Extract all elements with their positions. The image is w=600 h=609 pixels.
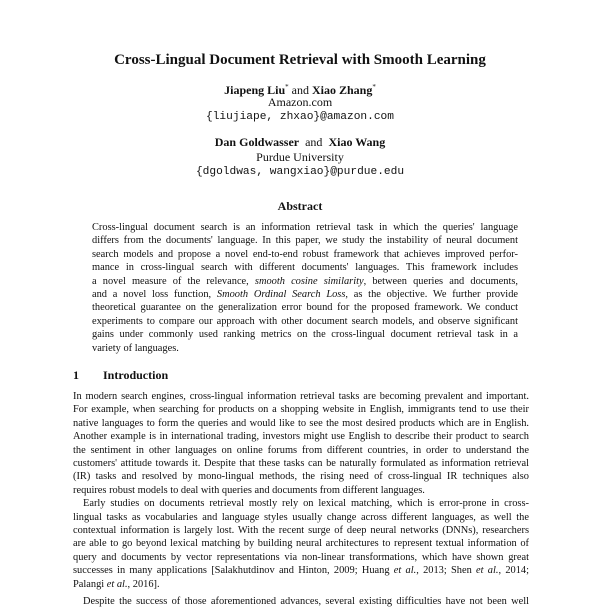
author-name: Xiao Zhang [312, 83, 373, 97]
author-name: Xiao Wang [328, 135, 386, 149]
abstract-line: Cross-lingual document search is an information retrieval task in which the queries' language [92, 222, 518, 233]
abstract-line: mance in cross-lingual search with different documents' languages. This framework includes [92, 262, 518, 274]
paper-title: Cross-Lingual Document Retrieval with Smooth Learning [114, 52, 486, 68]
section-heading [73, 368, 168, 383]
author-email-1: {liujiape, zhxao}@amazon.com [206, 111, 394, 123]
text-line: requires robust models to deal with queries and documents from different languages. [73, 484, 425, 496]
abstract-line: search models and propose a novel end-to-end robust framework that achieves improved perfor- [92, 248, 518, 260]
text-line: successes in many applications [Salakhutdinov and Hinton, 2009; Huang et al., 2013; Shen et al., 2014; [73, 565, 530, 577]
author-affiliation-1: Amazon.com [267, 95, 333, 109]
text-line: customers' attitude towards it. Despite that these tasks can be naturally formulated as information retrieval [73, 458, 529, 470]
paragraph [73, 595, 529, 608]
section-number: 1 [73, 368, 79, 382]
text-line: (IR) tasks and resolved by mono-lingual methods, the rising need of cross-lingual IR techniques also [73, 471, 529, 483]
text-line: Palangi et al., 2016]. [73, 578, 160, 590]
abstract-line: and a novel loss function, Smooth Ordinal Search Loss, as the objective. We further provide [92, 289, 518, 301]
text-line: Despite the success of those aforementioned advances, several existing difficulties have not been well [83, 596, 529, 608]
author-conjunction: and [291, 83, 309, 97]
text-line: In modern search engines, cross-lingual information retrieval tasks are becoming prevalent and important. [73, 391, 529, 402]
section-title: Introduction [103, 368, 169, 382]
author-conjunction: and [305, 135, 323, 149]
paragraph [73, 497, 529, 591]
author-mark: * [372, 83, 376, 91]
author-name: Dan Goldwasser [214, 135, 300, 149]
abstract-line: differs from the documents' language. In this paper, we study the instability of neural document [92, 235, 518, 247]
author-name: Jiapeng Liu [224, 83, 286, 97]
text-line: native languages to form the queries and would like to see the most desired products which are in English. [73, 417, 529, 429]
author-mark: * [285, 83, 289, 91]
author-affiliation-2: Purdue University [256, 150, 344, 164]
abstract-line: experiments to compare our approach with other document search models, and observe significant [92, 315, 518, 327]
italic-term: smooth cosine similarity [254, 275, 364, 287]
text-line: are able to go beyond lexical matching by building neural architectures to represent textual information of [73, 538, 529, 550]
text-line: Early studies on documents retrieval mostly rely on lexical matching, which is error-prone in cross- [83, 498, 529, 510]
abstract-heading: Abstract [277, 199, 323, 213]
text-line: the sentiment in other languages on online forums from different countries, in order to understand the [73, 444, 529, 456]
abstract-text [92, 221, 518, 355]
text-line: lingual tasks as vocabularies and language styles usually change across different languages, as well the [73, 511, 529, 523]
abstract-line: theoretical guarantee on the generalization error bound for the proposed framework. We conduct [92, 302, 518, 314]
italic-term: Smooth Ordinal Search Loss [216, 289, 346, 301]
abstract-line: variety of languages. [92, 342, 179, 354]
text-line: Another example is in international trading, investors might use English to describe their product to search [73, 431, 529, 443]
introduction-text [73, 390, 529, 609]
abstract-line: gains under commonly used ranking metrics on the cross-lingual document retrieval task in a [92, 329, 518, 341]
text-line: For example, when searching for products on a shopping website in English, immigrants tend to use their [73, 404, 529, 416]
author-names-2 [0, 135, 600, 149]
text-line: query and documents by vector representations via non-linear transformations, which have shown great [73, 551, 529, 563]
author-email-2: {dgoldwas, wangxiao}@purdue.edu [195, 166, 405, 178]
text-line: contextual information is largely lost. With the recent surge of deep neural networks (DNNs), researchers [73, 525, 529, 537]
abstract-line: a novel measure of the relevance, smooth cosine similarity, between queries and documents, [92, 275, 518, 287]
paragraph [73, 390, 529, 497]
